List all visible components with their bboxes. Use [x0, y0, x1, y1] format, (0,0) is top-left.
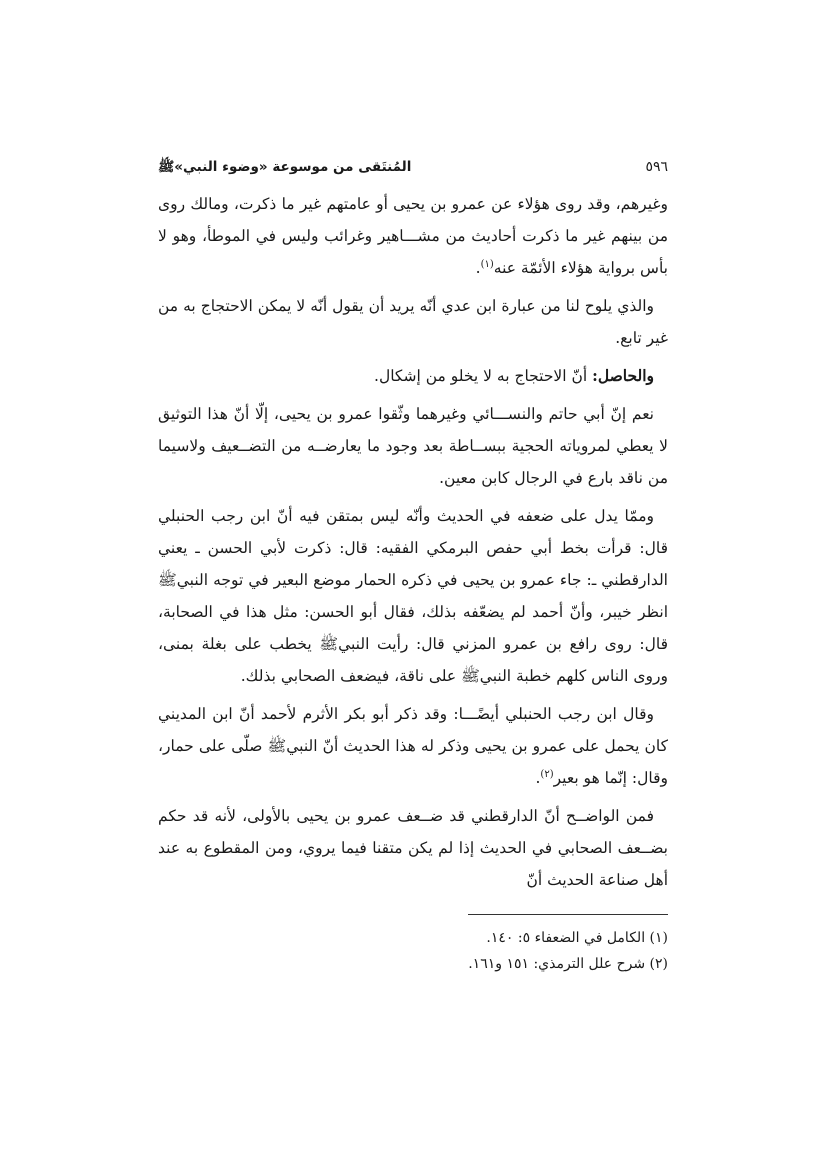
page-number: ٥٩٦ — [645, 159, 668, 175]
footnote-1: (١) الكامل في الضعفاء ٥: ١٤٠. — [486, 930, 668, 946]
running-header — [158, 158, 668, 188]
footnote-mark-1[interactable]: (١) — [480, 258, 494, 270]
paragraph-6-tail: . — [535, 769, 541, 787]
paragraph-4-text: نعم إنّ أبي حاتم والنســـائي وغيرهما وثّقوا عمرو بن يحيى، إلّا أنّ هذا التوثيق لا يعطي لمروياته الحجية ببســاطة بعد وجود ما يعارضــه من التضــعيف ولاسيما من ناقد بارع في الرجال كابن معين. — [158, 405, 668, 487]
paragraph-6-text: وقال ابن رجب الحنبلي أيضًـــا: وقد ذكر أبو بكر الأثرم لأحمد أنّ ابن المديني كان يحمل على عمرو بن يحيى وذكر له هذا الحديث أنّ النبيﷺ صلّى على حمار، وقال: إنّما هو بعير — [158, 705, 668, 787]
footnote-divider — [468, 914, 668, 915]
paragraph-1-text: وغيرهم، وقد روى هؤلاء عن عمرو بن يحيى أو عامتهم غير ما ذكرت، ومالك روى من بينهم غير ما ذكرت أحاديث من مشـــاهير وغرائب وليس في الموطأ، وهو لا بأس برواية هؤلاء الأئمّة عنه — [158, 195, 668, 277]
footnotes-section — [158, 914, 668, 977]
running-title: المُنتَقى من موسوعة «وضوء النبي»ﷺ — [158, 159, 412, 175]
footnote-2: (٢) شرح علل الترمذي: ١٥١ و١٦١. — [468, 956, 668, 972]
paragraph-1 — [158, 188, 668, 284]
paragraph-2 — [158, 290, 668, 354]
paragraph-1-tail: . — [475, 259, 481, 277]
paragraph-4 — [158, 398, 668, 494]
paragraph-7-text: فمن الواضــح أنّ الدارقطني قد ضــعف عمرو بن يحيى بالأولى، لأنه قد حكم بضــعف الصحابي في الحديث إذا لم يكن متقنا فيما يروي، ومن المقطوع به عند أهل صناعة الحديث أنّ — [158, 807, 668, 889]
page-body — [158, 158, 668, 902]
paragraph-5 — [158, 500, 668, 692]
main-text — [158, 188, 668, 896]
paragraph-3 — [158, 360, 668, 392]
paragraph-7 — [158, 800, 668, 896]
paragraph-5-text: وممّا يدل على ضعفه في الحديث وأنّه ليس بمتقن فيه أنّ ابن رجب الحنبلي قال: قرأت بخط أبي حفص البرمكي الفقيه: قال: ذكرت لأبي الحسن ـ يعني الدارقطني ـ: جاء عمرو بن يحيى في ذكره الحمار موضع البعير في توجه النبيﷺ انظر خيبر، وأنّ أحمد لم يضعّفه بذلك، فقال أبو الحسن: مثل هذا في الصحابة، قال: روى رافع بن عمرو المزني قال: رأيت النبيﷺ يخطب على بغلة بمنى، وروى الناس كلهم خطبة النبيﷺ على ناقة، فيضعف الصحابي بذلك. — [158, 507, 668, 685]
paragraph-2-text: والذي يلوح لنا من عبارة ابن عدي أنّه يريد أن يقول أنّه لا يمكن الاحتجاج به من غير تابع. — [158, 297, 668, 347]
footnote-mark-2[interactable]: (٢) — [540, 768, 554, 780]
paragraph-6 — [158, 698, 668, 794]
conclusion-term: والحاصل: — [592, 366, 654, 385]
paragraph-3-text: أنّ الاحتجاج به لا يخلو من إشكال. — [374, 367, 593, 385]
